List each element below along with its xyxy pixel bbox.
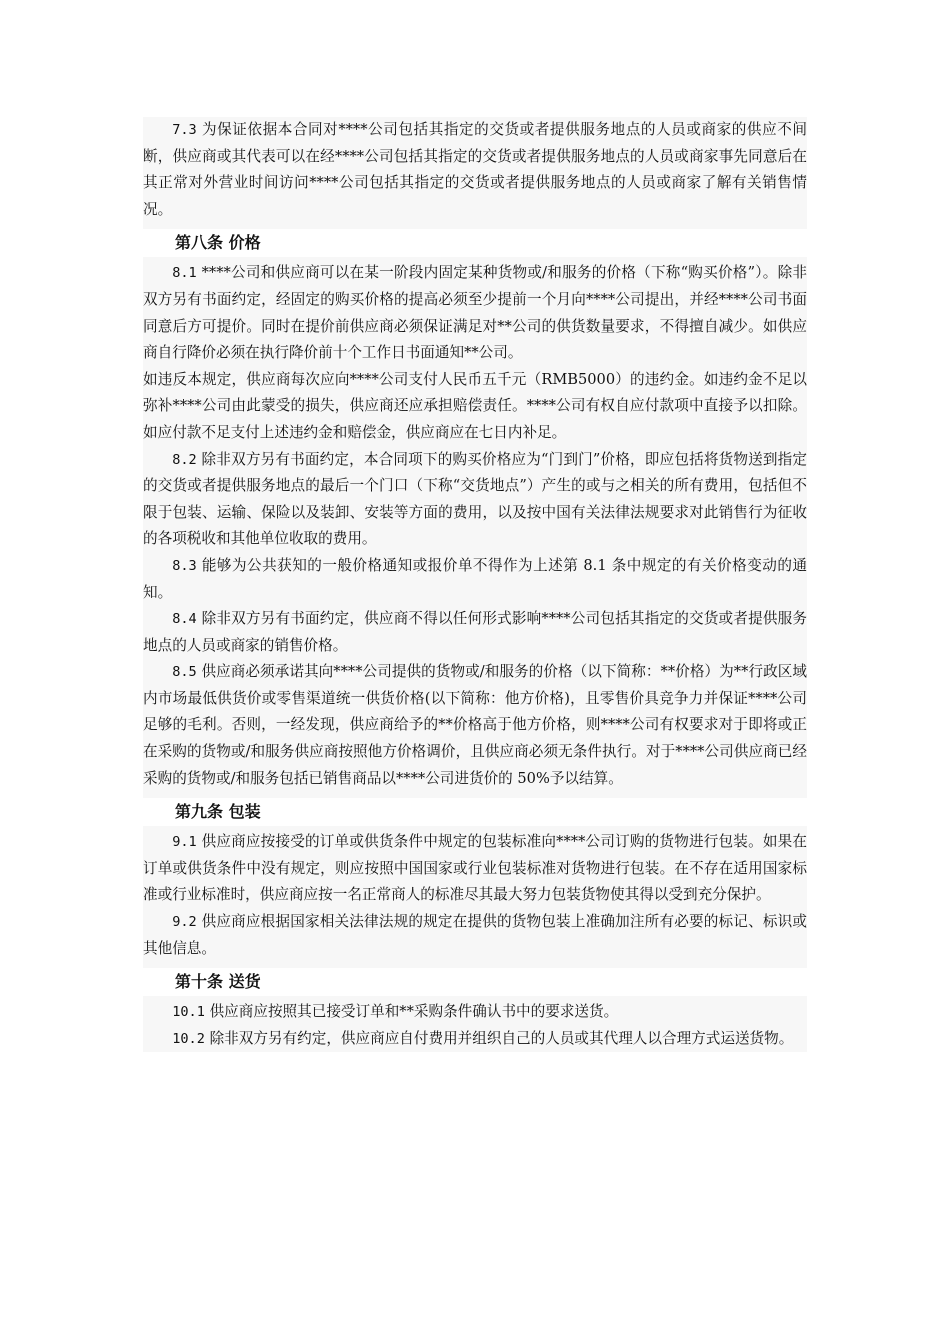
clause-8-1	[143, 260, 807, 366]
clause-text: 为保证依据本合同对****公司包括其指定的交货或者提供服务地点的人员或商家的供应不间断，供应商或其代表可以在经****公司包括其指定的交货或者提供服务地点的人员或商家事先同意后在其正常对外营业时间访问****公司包括其指定的交货或者提供服务地点的人员或商家了解有关销售情况。	[143, 121, 807, 218]
clause-number: 9.1	[172, 834, 197, 851]
clause-10-2	[143, 1026, 807, 1053]
clause-number: 8.3	[172, 557, 197, 574]
clause-number: 10.1	[172, 1004, 205, 1021]
clause-8-2	[143, 447, 807, 553]
article-8-heading: 第八条 价格	[143, 229, 807, 257]
clause-text: 能够为公共获知的一般价格通知或报价单不得作为上述第 8.1 条中规定的有关价格变动的通知。	[143, 556, 807, 601]
clause-number: 8.1	[172, 265, 197, 282]
clause-number: 10.2	[172, 1030, 205, 1047]
article-10-heading: 第十条 送货	[143, 968, 807, 996]
clause-8-5	[143, 659, 807, 792]
clause-text: 供应商必须承诺其向****公司提供的货物或/和服务的价格（以下简称：**价格）为**行政区域内市场最低供货价或零售渠道统一供货价格(以下简称：他方价格)，且零售价具竞争力并保证****公司足够的毛利。否则，一经发现，供应商给予的**价格高于他方价格，则****公司有权要求对于即将或正在采购的货物或/和服务供应商按照他方价格调价，且供应商必须无条件执行。对于****公司供应商已经采购的货物或/和服务包括已销售商品以****公司进货价的 50%予以结算。	[143, 663, 807, 787]
clause-text: 除非双方另有约定，供应商应自付费用并组织自己的人员或其代理人以合理方式运送货物。	[204, 1029, 794, 1047]
document-body	[143, 117, 807, 1052]
clause-number: 8.4	[172, 611, 197, 628]
clause-7-3	[143, 117, 807, 223]
clause-number: 9.2	[172, 914, 197, 931]
clause-8-3	[143, 553, 807, 606]
clause-8-1-penalty	[143, 367, 807, 447]
clause-text: ****公司和供应商可以在某一阶段内固定某种货物或/和服务的价格（下称“购买价格”）。除非双方另有书面约定，经固定的购买价格的提高必须至少提前一个月向****公司提出，并经****公司书面同意后方可提价。同时在提价前供应商必须保证满足对**公司的供货数量要求，不得擅自减少。如供应商自行降价必须在执行降价前十个工作日书面通知**公司。	[143, 264, 807, 362]
clause-text: 除非双方另有书面约定，本合同项下的购买价格应为“门到门”价格，即应包括将货物送到指定的交货或者提供服务地点的最后一个门口（下称“交货地点”）产生的或与之相关的所有费用，包括但不限于包装、运输、保险以及装卸、安装等方面的费用，以及按中国有关法律法规要求对此销售行为征收的各项税收和其他单位收取的费用。	[143, 450, 807, 548]
clause-10-1	[143, 999, 807, 1026]
clause-text: 供应商应按接受的订单或供货条件中规定的包装标准向****公司订购的货物进行包装。如果在订单或供货条件中没有规定，则应按照中国国家或行业包装标准对货物进行包装。在不存在适用国家标准或行业标准时，供应商应按一名正常商人的标准尽其最大努力包装货物使其得以受到充分保护。	[143, 833, 807, 904]
clause-8-4	[143, 606, 807, 659]
clause-text: 供应商应根据国家相关法律法规的规定在提供的货物包装上准确加注所有必要的标记、标识或其他信息。	[143, 913, 807, 957]
clause-text: 除非双方另有书面约定，供应商不得以任何形式影响****公司包括其指定的交货或者提供服务地点的人员或商家的销售价格。	[143, 610, 807, 654]
clause-9-1	[143, 829, 807, 909]
clause-number: 7.3	[172, 122, 197, 138]
article-9-heading: 第九条 包装	[143, 798, 807, 826]
clause-9-2	[143, 909, 807, 962]
clause-number: 8.2	[172, 451, 197, 468]
clause-text: 供应商应按照其已接受订单和**采购条件确认书中的要求送货。	[204, 1003, 619, 1021]
clause-text: 如违反本规定，供应商每次应向****公司支付人民币五千元（RMB5000）的违约金。如违约金不足以弥补****公司由此蒙受的损失，供应商还应承担赔偿责任。****公司有权自应付款项中直接予以扣除。如应付款不足支付上述违约金和赔偿金，供应商应在七日内补足。	[143, 370, 807, 441]
clause-number: 8.5	[172, 664, 197, 681]
